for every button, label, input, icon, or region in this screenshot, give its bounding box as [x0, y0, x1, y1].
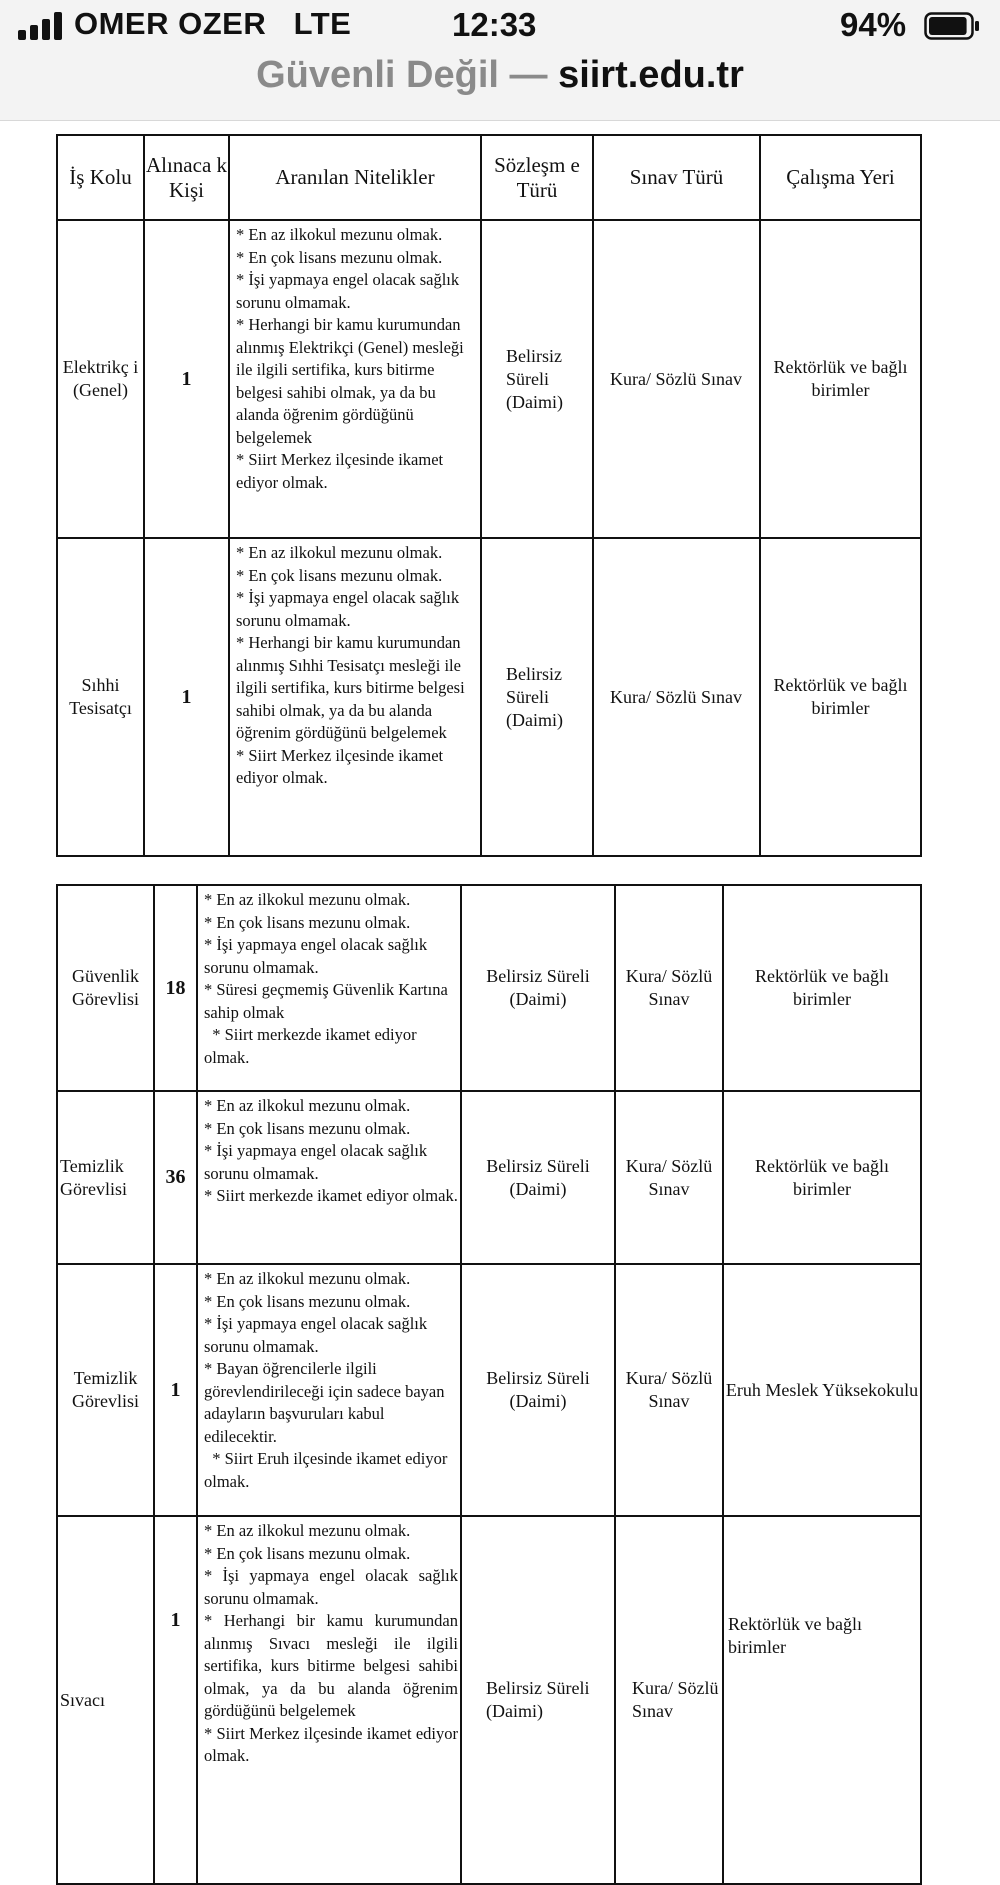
job-table-1	[56, 134, 922, 857]
qualification-item: * En az ilkokul mezunu olmak.	[204, 1521, 411, 1540]
qualifications-cell	[197, 1091, 461, 1264]
exam-type: Kura/ Sözlü Sınav	[615, 885, 723, 1091]
qualification-item: * Siirt Eruh ilçesinde ikamet ediyor olmak.	[204, 1449, 452, 1491]
work-location: Eruh Meslek Yüksekokulu	[723, 1264, 921, 1516]
exam-type: Kura/ Sözlü Sınav	[615, 1516, 723, 1884]
table-row	[57, 1264, 921, 1516]
qualification-item: * Siirt Merkez ilçesinde ikamet ediyor olmak.	[204, 1723, 463, 1765]
carrier-name: OMER OZER LTE	[74, 6, 352, 41]
exam-type: Kura/ Sözlü Sınav	[615, 1091, 723, 1264]
exam-type: Kura/ Sözlü Sınav	[593, 538, 760, 856]
qualification-item: * En az ilkokul mezunu olmak.	[204, 1269, 411, 1288]
qualification-item: * İşi yapmaya engel olacak sağlık sorunu olmamak.	[236, 270, 464, 312]
contract-type: Belirsiz Süreli (Daimi)	[481, 220, 593, 538]
url-domain: siirt.edu.tr	[558, 54, 744, 96]
qualifications-cell	[197, 1516, 461, 1884]
qualification-item: * İşi yapmaya engel olacak sağlık sorunu olmamak.	[204, 1141, 432, 1183]
header-contract: Sözleşm e Türü	[481, 135, 593, 220]
job-title: Güvenlik Görevlisi	[57, 885, 154, 1091]
table-row	[57, 1091, 921, 1264]
job-title: Sıvacı	[57, 1516, 154, 1884]
table-row	[57, 220, 921, 538]
header-count: Alınaca k Kişi	[144, 135, 229, 220]
qualification-item: * Herhangi bir kamu kurumundan alınmış Sıhhi Tesisatçı mesleği ile ilgili sertifika, kurs bitirme belgesi sahibi olmak, ya da bu alanda öğrenim gördüğünü belgelemek	[236, 633, 469, 742]
qualification-item: * En çok lisans mezunu olmak.	[204, 912, 411, 932]
status-bar	[0, 0, 1000, 121]
qualification-item: * En az ilkokul mezunu olmak.	[204, 890, 411, 909]
qualification-item: * Siirt merkezde ikamet ediyor olmak.	[204, 1025, 421, 1067]
header-job: İş Kolu	[57, 135, 144, 220]
qualification-item: * En çok lisans mezunu olmak.	[236, 247, 443, 267]
qualification-item: * Herhangi bir kamu kurumundan alınmış Elektrikçi (Genel) mesleği ile ilgili sertifika, kurs bitirme belgesi sahibi olmak, ya da bu alanda öğrenim gördüğünü belgelemek	[236, 315, 468, 447]
header-location: Çalışma Yeri	[760, 135, 921, 220]
work-location: Rektörlük ve bağlı birimler	[760, 538, 921, 856]
contract-type: Belirsiz Süreli (Daimi)	[461, 885, 615, 1091]
qualification-item: * En az ilkokul mezunu olmak.	[236, 225, 443, 244]
battery-percent: 94%	[840, 6, 907, 43]
qualification-item: * İşi yapmaya engel olacak sağlık sorunu olmamak.	[204, 935, 432, 977]
position-count: 36	[154, 1091, 197, 1264]
qualification-item: * İşi yapmaya engel olacak sağlık sorunu olmamak.	[236, 588, 464, 630]
position-count: 1	[144, 220, 229, 538]
qualification-item: * En az ilkokul mezunu olmak.	[236, 543, 443, 562]
job-title: Sıhhi Tesisatçı	[57, 538, 144, 856]
work-location: Rektörlük ve bağlı birimler	[723, 1516, 921, 1884]
work-location: Rektörlük ve bağlı birimler	[723, 1091, 921, 1264]
header-exam: Sınav Türü	[593, 135, 760, 220]
position-count: 18	[154, 885, 197, 1091]
contract-type: Belirsiz Süreli (Daimi)	[481, 538, 593, 856]
contract-type: Belirsiz Süreli (Daimi)	[461, 1516, 615, 1884]
position-count: 1	[154, 1264, 197, 1516]
qualification-item: * En çok lisans mezunu olmak.	[204, 1291, 411, 1311]
qualification-item: * Siirt Merkez ilçesinde ikamet ediyor olmak.	[236, 450, 448, 492]
exam-type: Kura/ Sözlü Sınav	[593, 220, 760, 538]
qualification-item: * Süresi geçmemiş Güvenlik Kartına sahip olmak	[204, 980, 452, 1022]
qualifications-cell	[197, 885, 461, 1091]
position-count: 1	[154, 1516, 197, 1884]
exam-type: Kura/ Sözlü Sınav	[615, 1264, 723, 1516]
qualification-item: * En az ilkokul mezunu olmak.	[204, 1096, 411, 1115]
qualification-item: * Siirt merkezde ikamet ediyor olmak.	[204, 1186, 458, 1205]
job-title: Temizlik Görevlisi	[57, 1091, 154, 1264]
contract-type: Belirsiz Süreli (Daimi)	[461, 1264, 615, 1516]
work-location: Rektörlük ve bağlı birimler	[760, 220, 921, 538]
qualification-item: * En çok lisans mezunu olmak.	[204, 1543, 411, 1563]
qualification-item: * İşi yapmaya engel olacak sağlık sorunu olmamak.	[204, 1566, 463, 1608]
qualifications-cell	[197, 1264, 461, 1516]
qualification-item: * Bayan öğrencilerle ilgili görevlendirileceği için sadece bayan adayların başvuruları kabul edilecektir.	[204, 1359, 449, 1446]
qualifications-cell	[229, 220, 481, 538]
battery-icon	[924, 12, 980, 40]
address-bar[interactable]	[0, 54, 1000, 97]
table-row	[57, 1516, 921, 1884]
qualification-item: * En çok lisans mezunu olmak.	[236, 565, 443, 585]
qualification-item: * İşi yapmaya engel olacak sağlık sorunu olmamak.	[204, 1314, 432, 1356]
qualification-item: * Siirt Merkez ilçesinde ikamet ediyor olmak.	[236, 745, 448, 787]
qualifications-cell	[229, 538, 481, 856]
header-qualifications: Aranılan Nitelikler	[229, 135, 481, 220]
qualification-item: * Herhangi bir kamu kurumundan alınmış Sıvacı mesleği ile ilgili sertifika, kurs bitirme belgesi sahibi olmak, ya da bu alanda öğrenim gördüğünü belgelemek	[204, 1611, 463, 1720]
signal-strength-icon	[18, 12, 64, 40]
job-title: Elektrikç i (Genel)	[57, 220, 144, 538]
not-secure-label: Güvenli Değil —	[256, 54, 548, 96]
job-table-2	[56, 884, 922, 1885]
position-count: 1	[144, 538, 229, 856]
qualification-item: * En çok lisans mezunu olmak.	[204, 1118, 411, 1138]
work-location: Rektörlük ve bağlı birimler	[723, 885, 921, 1091]
table-header-row	[57, 135, 921, 220]
job-title: Temizlik Görevlisi	[57, 1264, 154, 1516]
table-row	[57, 538, 921, 856]
status-time: 12:33	[452, 6, 537, 43]
contract-type: Belirsiz Süreli (Daimi)	[461, 1091, 615, 1264]
table-row	[57, 885, 921, 1091]
